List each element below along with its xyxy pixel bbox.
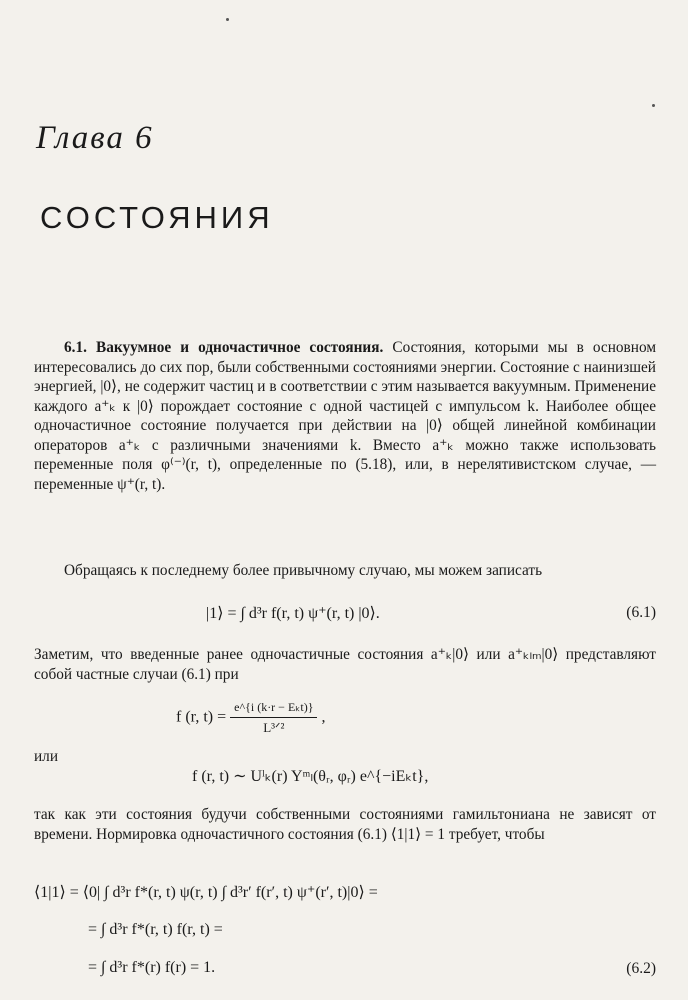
paragraph-1 <box>34 338 656 494</box>
normalization-line-2: = ∫ d³r f*(r, t) f(r, t) = <box>88 921 223 938</box>
equation-6-1: |1⟩ = ∫ d³r f(r, t) ψ⁺(r, t) |0⟩. <box>206 605 380 622</box>
f-definition-left: f (r, t) = <box>176 708 227 726</box>
paragraph-2: Обращаясь к последнему более привычному случаю, мы можем записать <box>64 562 543 579</box>
equation-f-alternative: f (r, t) ∼ Uˡₖ(r) Yᵐₗ(θᵣ, φᵣ) e^{−iEₖt}, <box>192 768 429 785</box>
paragraph-1-text: Состояния, которыми мы в основном интересовались до сих пор, были собственными состояниями энергии. Состояние с наинизшей энергией, |0⟩, не содержит частиц и в соответствии с этим называется вакуумным. Применение каждого a⁺ₖ к |0⟩ порождает состояние с одной частицей с импульсом k. Наиболее общее одночастичное состояние получается при действии на |0⟩ общей линейной комбинации операторов a⁺ₖ с различными значениями k. Вместо a⁺ₖ можно также использовать переменные поля φ⁽⁻⁾(r, t), определенные по (5.18), или, в нерелятивистском случае, — переменные ψ⁺(r, t). <box>34 339 657 493</box>
f-definition-denominator: L³ᐟ² <box>263 720 285 735</box>
paragraph-4: так как эти состояния будучи собственными состояниями гамильтониана не зависят от времени. Нормировка одночастичного состояния (6.1) ⟨1|1⟩ = 1 требует, чтобы <box>34 806 656 843</box>
f-definition-fraction <box>230 700 317 736</box>
scan-speck <box>226 18 229 21</box>
paragraph-3: Заметим, что введенные ранее одночастичные состояния a⁺ₖ|0⟩ или a⁺ₖₗₘ|0⟩ представляют собой частные случаи (6.1) при <box>34 646 656 683</box>
equation-number-6-2: (6.2) <box>626 960 656 977</box>
scan-speck <box>652 104 655 107</box>
equation-number-6-1: (6.1) <box>626 604 656 621</box>
section-heading: 6.1. Вакуумное и одночастичное состояния. <box>64 339 384 356</box>
chapter-label: Глава 6 <box>36 120 154 156</box>
normalization-line-1: ⟨1|1⟩ = ⟨0| ∫ d³r f*(r, t) ψ(r, t) ∫ d³r′ f(r′, t) ψ⁺(r′, t)|0⟩ = <box>34 884 378 901</box>
f-definition-numerator: e^{i (k·r − Eₖt)} <box>230 700 317 718</box>
normalization-line-3: = ∫ d³r f*(r) f(r) = 1. <box>88 959 216 976</box>
equation-f-definition: f (r, t) = $\frac{\text{e\textasciicircum{}\{i (k·r − Eₖt)\}}}{\text{L³ᐟ²}}$ , <box>176 700 326 735</box>
chapter-title: СОСТОЯНИЯ <box>40 200 274 235</box>
word-or: или <box>34 748 59 765</box>
